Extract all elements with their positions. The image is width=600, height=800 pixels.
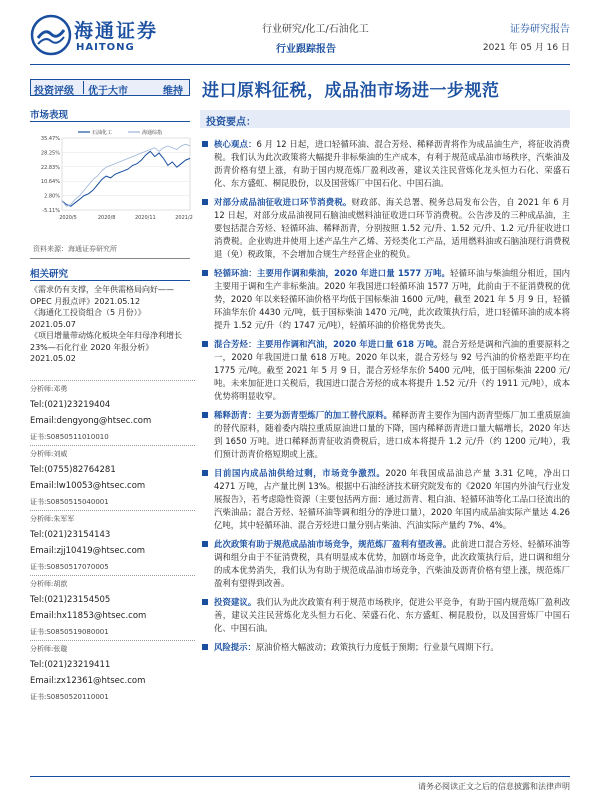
bullet-icon: [202, 199, 208, 205]
analyst-cert: 证书:S0850517070005: [30, 563, 109, 571]
footer-divider: [30, 776, 570, 777]
performance-heading: 市场表现: [30, 110, 69, 121]
key-point-text: 2020 年我国成品油总产量 3.31 亿吨，净出口 4271 万吨，占产量比例 13%。根据中石油经济技术研究院发布的《2020 年国内外油气行业发展报告》，若考虑隐性资源（主要包括两方面：通过沥青、粗白油、轻循环油等化工品口径流出的汽柴油品；混合芳烃、轻循环油等调和组分的净进口量），2020 年国内成品油实际产量达 4.26 亿吨，其中轻循环油、混合芳烃进口量分别占柴油、汽油实际产量约 7%、4%。: [214, 468, 570, 530]
chart-legend-label: 海通综指: [142, 130, 163, 136]
chart-source: 资料来源：海通证券研究所: [33, 245, 117, 253]
key-point-lead: 混合芳烃：主要用作调和汽油，2020 年进口量 618 万吨。: [214, 339, 443, 349]
related-heading: 相关研究: [30, 269, 69, 280]
bullet-icon: [202, 644, 208, 650]
performance-divider: [30, 121, 190, 122]
related-item[interactable]: 《海通化工投资组合（5 月份）》2021.05.07: [30, 308, 146, 329]
chart-ytick: 2.80%: [44, 193, 60, 200]
key-points-heading: 投资要点：: [206, 117, 256, 128]
analyst-email[interactable]: Email:zx12361@htsec.com: [30, 676, 146, 686]
chart-ytick: 10.64%: [40, 179, 60, 186]
key-point-text: 轻循环油与柴油组分相近，国内主要用于调和生产非标柴油。2020 年我国进口轻循环油 1577 万吨，此前由于不征消费税的优势，2020 年以来轻循环油价格平均低于国标柴油 1600 元/吨，截至 2021 年 5 月 9 日，轻循环油华东价 4430 元/吨，低于国标柴油 1470 元/吨，此次政策执行后，进口轻循环油的成本将提升 1.52 元/升（约 1747 元/吨），轻循环油的价格优势丧失。: [214, 268, 570, 330]
doc-type: 证券研究报告: [510, 24, 570, 35]
report-type: 行业跟踪报告: [276, 44, 336, 55]
chart-xtick: 2020/11: [134, 215, 156, 221]
chart-ytick: 22.83%: [40, 164, 60, 171]
bullet-icon: [202, 141, 208, 147]
related-list: [30, 284, 190, 365]
chart-ytick: -5.11%: [42, 208, 60, 214]
logo-emblem-icon: [30, 14, 72, 56]
key-point-text: 财政部、海关总署、税务总局发布公告，自 2021 年 6 月 12 日起，对部分成品油视同石脑油或燃料油征收进口环节消费税。公告涉及的三种成品油，主要包括混合芳烃、轻循环油、稀释沥青，分别按照 1.52 元/升、1.52 元/升、1.2 元/升征收进口消费税。企业购进并使用上述产品生产乙烯、芳烃类化工产品，适用燃料油或石脑油现行消费税退（免）税政策，不会增加合规生产经营企业的税负。: [214, 197, 570, 259]
report-date: 2021 年 05 月 16 日: [482, 43, 570, 53]
analyst-cert: 证书:S0850519080001: [30, 628, 109, 636]
key-point-lead: 稀释沥青：主要为沥青型炼厂的加工替代原料。: [214, 410, 393, 420]
analyst-block: [30, 510, 195, 575]
related-divider: [30, 280, 190, 281]
rating-separator: [83, 81, 84, 94]
analyst-cert: 证书:S0850520110001: [30, 693, 109, 701]
analyst-name: 分析师:朱军军: [30, 510, 195, 527]
analyst-name: 分析师:刘威: [30, 445, 195, 462]
key-point-paragraph: [200, 641, 570, 654]
analyst-name: 分析师:张璇: [30, 640, 195, 657]
key-point-paragraph: [200, 409, 570, 461]
analyst-tel: Tel:(021)23219411: [30, 660, 111, 670]
key-point-paragraph: [200, 267, 570, 332]
analyst-email[interactable]: Email:lw10053@htsec.com: [30, 481, 146, 491]
chart-ytick: 28.25%: [40, 150, 60, 157]
key-point-lead: 风险提示：: [214, 642, 256, 652]
chart-frame: [62, 138, 190, 210]
analyst-tel: Tel:(021)23154143: [30, 530, 111, 540]
key-point-paragraph: [200, 538, 570, 590]
chart-xtick: 2020/8: [97, 215, 116, 221]
source-divider: [30, 258, 190, 259]
key-point-lead: 投资建议。: [214, 597, 257, 607]
rating-value: 优于大市: [88, 86, 128, 97]
key-point-lead: 轻循环油：主要用作调和柴油，2020 年进口量 1577 万吨。: [214, 268, 451, 278]
analyst-tel: Tel:(021)23219404: [30, 400, 111, 410]
chart-series-line: [62, 144, 190, 206]
bullet-icon: [202, 341, 208, 347]
key-point-text: 稀释沥青主要作为国内沥青型炼厂加工重质原油的替代原料，随着委内瑞拉重质原油进口量的下降，国内稀释沥青进口量大幅增长，2020 年达到 1650 万吨。进口稀释沥青征收消费税后，进口成本将提升 1.2 元/升（约 1200 元/吨），我们预计沥青价格短期或上涨。: [214, 410, 571, 459]
chart-legend-label: 石油化工: [92, 130, 113, 136]
chart-xtick: 2021/2: [175, 215, 193, 221]
analyst-block: [30, 640, 195, 705]
key-point-text: 混合芳烃是调和汽油的重要原料之一，2020 年我国进口量 618 万吨。2020 年以来，混合芳烃与 92 号汽油的价格差距平均在 1775 元/吨。截至 2021 年 5 月 9 日，混合芳烃华东价 5400 元/吨，低于国标柴油 2200 元/吨。未来加征进口关税后，我国进口混合芳烃的成本将提升 1.52 元/升（约 1911 元/吨），成本优势将明显收窄。: [214, 339, 570, 401]
bullet-icon: [202, 599, 208, 605]
key-point-text: 我们认为此次政策有利于规范市场秩序，促进公平竞争，有助于国内规范炼厂盈利改善，建议关注民营炼化龙头恒力石化、荣盛石化、东方盛虹、桐昆股份，以及国营炼厂中国石化、中国石油。: [214, 597, 571, 633]
bullet-icon: [202, 541, 208, 547]
key-point-text: 原油价格大幅波动；政策执行力度低于预期；行业景气周期下行。: [255, 642, 499, 652]
key-point-paragraph: [200, 138, 570, 190]
key-point-lead: 核心观点：: [214, 139, 257, 149]
report-categories: 行业研究/化工/石油化工: [262, 24, 369, 35]
logo-en: HAITONG: [76, 42, 135, 53]
key-point-lead: 对部分成品油征收进口环节消费税。: [214, 197, 352, 207]
analyst-block: [30, 445, 195, 510]
rating-label: 投资评级: [34, 86, 74, 97]
analyst-block: [30, 380, 195, 445]
logo-cn: 海通证券: [74, 20, 159, 42]
key-point-lead: 目前国内成品油供给过剩，市场竞争激烈。: [214, 468, 386, 478]
rating-box: [30, 79, 190, 96]
analyst-tel: Tel:(0755)82764281: [30, 465, 116, 475]
rating-action: 维持: [163, 86, 183, 97]
key-point-paragraph: [200, 338, 570, 403]
key-point-paragraph: [200, 467, 570, 532]
header-divider: [30, 64, 570, 65]
performance-chart: [30, 126, 195, 224]
analyst-email[interactable]: Email:dengyong@htsec.com: [30, 416, 152, 426]
key-point-text: 此前进口混合芳烃、轻循环油等调和组分由于不征消费税，具有明显成本优势，加剧市场竞争，此次政策执行后，进口调和组分的成本优势消失，我们认为有助于规范成品油市场竞争，汽柴油及沥青价格有望上涨，规范炼厂盈利有望得到改善。: [214, 539, 571, 588]
footer-disclaimer: 请务必阅读正文之后的信息披露和法律声明: [418, 782, 570, 791]
key-point-paragraph: [200, 196, 570, 261]
analyst-name: 分析师:邓勇: [30, 380, 195, 397]
company-logo: [30, 14, 180, 64]
page-title: 进口原料征税，成品油市场进一步规范: [202, 81, 500, 101]
chart-ytick: 35.47%: [40, 136, 60, 142]
chart-xtick: 2020/5: [59, 215, 77, 221]
bullet-icon: [202, 470, 208, 476]
analyst-email[interactable]: Email:hx11853@htsec.com: [30, 611, 147, 621]
related-item[interactable]: 《项目增量带动炼化板块全年归母净利增长 23%—石化行业 2020 年报分析》2021.05.02: [30, 331, 182, 363]
analyst-cert: 证书:S0850515040001: [30, 498, 109, 506]
bullet-icon: [202, 270, 208, 276]
analyst-cert: 证书:S0850511010010: [30, 433, 109, 441]
key-point-lead: 此次政策有助于规范成品油市场竞争，规范炼厂盈利有望改善。: [214, 539, 452, 549]
analyst-email[interactable]: Email:zjj10419@htsec.com: [30, 546, 146, 556]
key-point-text: 6 月 12 日起，进口轻循环油、混合芳烃、稀释沥青将作为成品油生产，将征收消费税。我们认为此次政策将大幅提升非标柴油的生产成本，有利于规范成品油市场秩序，汽柴油及沥青价格有望上涨，有助于国内规范炼厂盈利改善，建议关注民营炼化龙头恒力石化、荣盛石化、东方盛虹、桐昆股份，以及国营炼厂中国石化、中国石油。: [214, 139, 570, 188]
analyst-name: 分析师:胡歆: [30, 575, 195, 592]
key-points-body: [200, 138, 570, 660]
analyst-list: [30, 380, 195, 705]
bullet-icon: [202, 412, 208, 418]
key-point-paragraph: [200, 596, 570, 635]
analyst-block: [30, 575, 195, 640]
related-item[interactable]: 《需求仍有支撑，全年供需格局向好——OPEC 月报点评》2021.05.12: [30, 285, 174, 306]
analyst-tel: Tel:(021)23154505: [30, 595, 111, 605]
